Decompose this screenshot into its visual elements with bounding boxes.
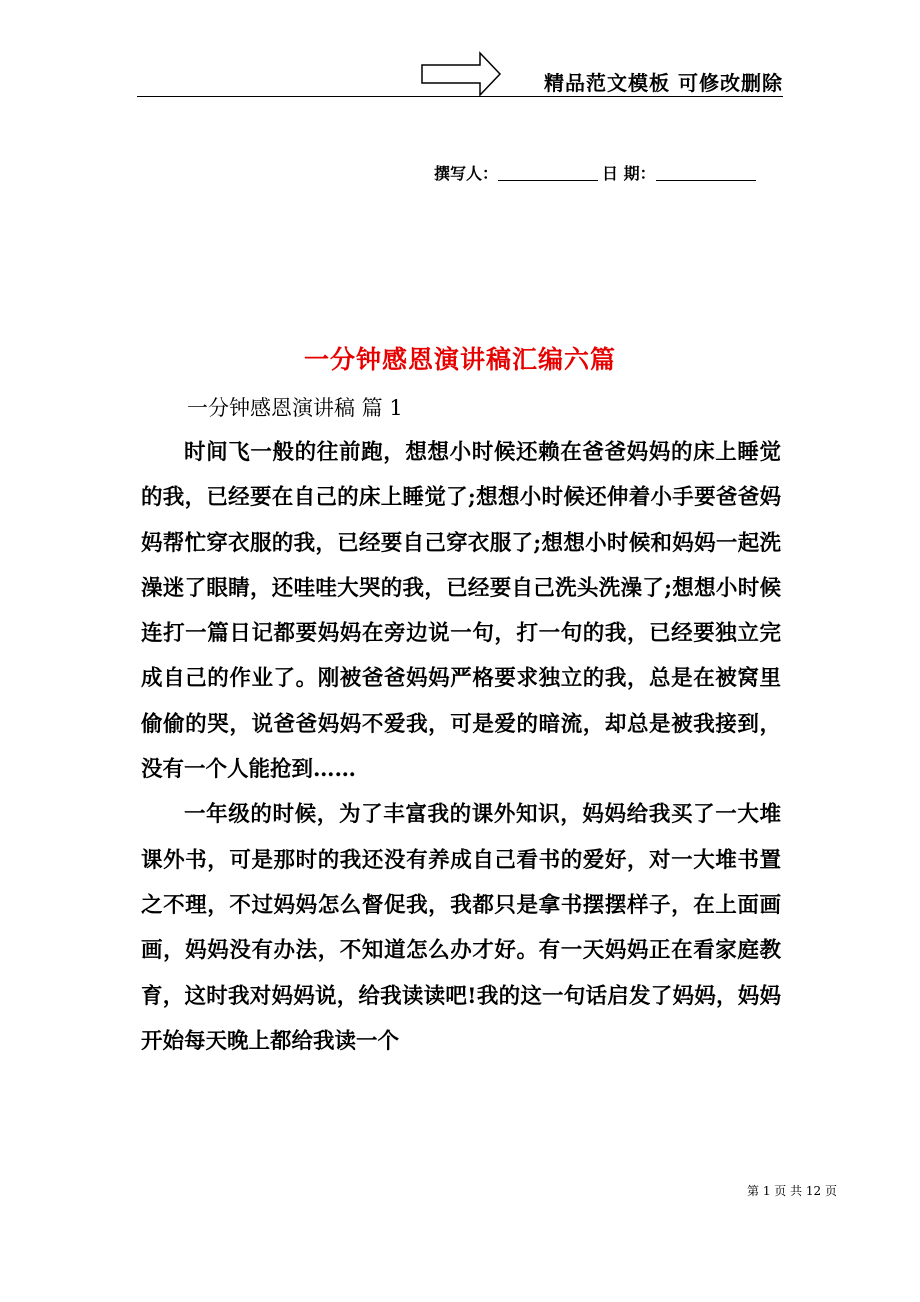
page-header	[137, 50, 783, 98]
date-blank	[656, 180, 756, 181]
author-date-line	[434, 161, 760, 184]
document-title: 一分钟感恩演讲稿汇编六篇	[303, 345, 616, 374]
author-blank	[498, 180, 598, 181]
header-rule	[137, 96, 783, 97]
header-banner-text: 精品范文模板 可修改删除	[544, 71, 783, 95]
date-label: 日 期：	[602, 164, 656, 183]
paragraph: 一年级的时候，为了丰富我的课外知识，妈妈给我买了一大堆课外书，可是那时的我还没有养成自己看书的爱好，对一大堆书置之不理，不过妈妈怎么督促我，我都只是拿书摆摆样子，在上面画画，妈妈没有办法，不知道怎么办才好。有一天妈妈正在看家庭教育，这时我对妈妈说，给我读读吧!我的这一句话启发了妈妈，妈妈开始每天晚上都给我读一个	[141, 802, 781, 1054]
section-heading: 一分钟感恩演讲稿 篇 1	[187, 396, 403, 420]
page-number: 第 1 页 共 12 页	[747, 1184, 837, 1198]
author-label: 撰写人：	[434, 164, 499, 183]
paragraph: 时间飞一般的往前跑，想想小时候还赖在爸爸妈妈的床上睡觉的我，已经要在自己的床上睡觉了;想想小时候还伸着小手要爸爸妈妈帮忙穿衣服的我，已经要自己穿衣服了;想想小时候和妈妈一起洗澡迷了眼睛，还哇哇大哭的我，已经要自己洗头洗澡了;想想小时候连打一篇日记都要妈妈在旁边说一句，打一句的我，已经要独立完成自己的作业了。刚被爸爸妈妈严格要求独立的我，总是在被窝里偷偷的哭，说爸爸妈妈不爱我，可是爱的暗流，却总是被我接到，没有一个人能抢到……	[141, 440, 781, 783]
right-arrow-outline-icon	[420, 51, 502, 97]
document-body	[141, 430, 781, 1064]
